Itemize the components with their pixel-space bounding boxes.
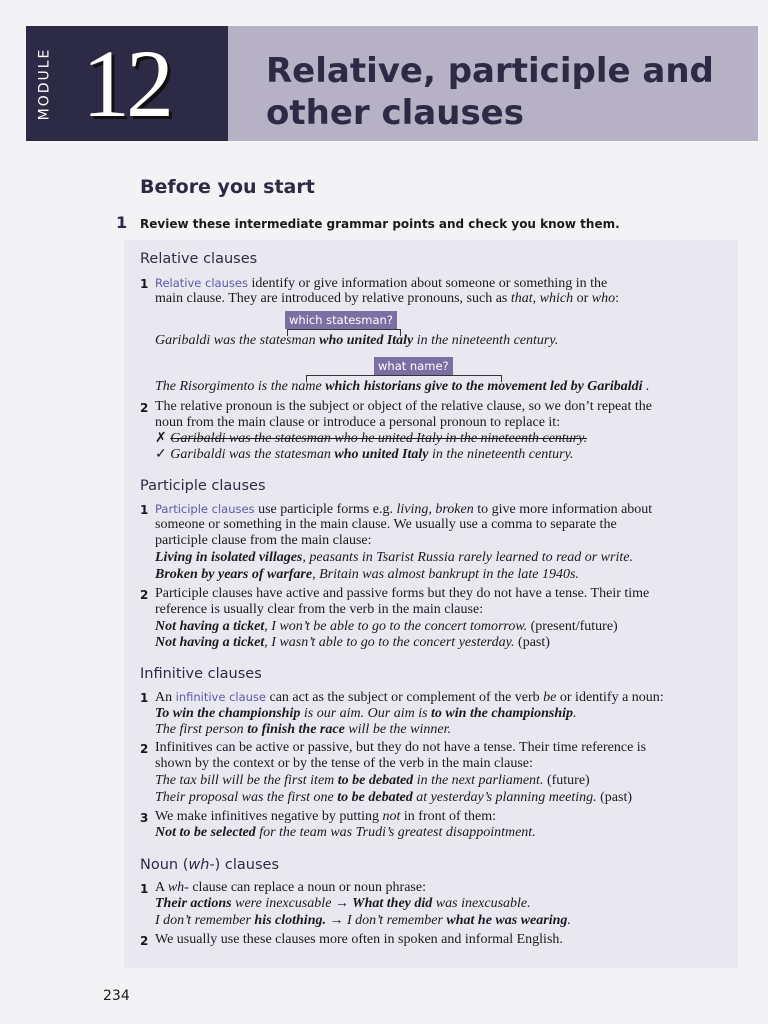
infinitive-item-2-line-1: Infinitives can be active or passive, but they do not have a tense. Their time reference is: [155, 740, 647, 755]
infinitive-example-4: Their proposal was the first one to be debated at yesterday’s planning meeting. (past): [155, 790, 633, 805]
infinitive-item-1-number: 1: [140, 691, 149, 705]
infinitive-item-2-line-2: shown by the context or by the tense of the verb in the main clause:: [155, 756, 533, 771]
noun-example-1: Their actions were inexcusable → What they did was inexcusable.: [155, 896, 531, 911]
participle-item-1-line-3: participle clause from the main clause:: [155, 533, 372, 548]
wrong-example: ✗ Garibaldi was the statesman who he united Italy in the nineteenth century.: [155, 431, 588, 446]
participle-item-2-line-2: reference is usually clear from the verb in the main clause:: [155, 602, 484, 617]
noun-item-1-number: 1: [140, 882, 149, 896]
participle-example-4: Not having a ticket, I wasn’t able to go to the concert yesterday. (past): [155, 635, 550, 650]
relative-example-1: Garibaldi was the statesman who united Italy in the nineteenth century.: [155, 333, 559, 348]
arrow-right-icon: →: [334, 896, 349, 911]
participle-item-1-line-2: someone or something in the main clause. We usually use a comma to separate the: [155, 517, 617, 532]
participle-example-3: Not having a ticket, I won’t be able to go to the concert tomorrow. (present/future): [155, 619, 618, 634]
participle-item-2-number: 2: [140, 588, 149, 602]
participle-item-1-line-1: Participle clauses use participle forms e.g. living, broken to give more information about: [155, 502, 653, 517]
noun-example-2: I don’t remember his clothing. → I don’t remember what he was wearing.: [155, 913, 571, 928]
infinitive-item-2-number: 2: [140, 742, 149, 756]
noun-clauses-heading: Noun (wh-) clauses: [140, 857, 280, 873]
relative-clauses-heading: Relative clauses: [140, 251, 258, 267]
infinitive-clauses-heading: Infinitive clauses: [140, 666, 262, 682]
participle-example-1: Living in isolated villages, peasants in Tsarist Russia rarely learned to read or write.: [155, 550, 633, 565]
participle-clauses-heading: Participle clauses: [140, 478, 266, 494]
participle-item-2-line-1: Participle clauses have active and passive forms but they do not have a tense. Their time: [155, 586, 650, 601]
module-title: Relative, participle and other clauses: [266, 51, 714, 133]
relative-item-1-line-1: Relative clauses identify or give information about someone or something in the: [155, 276, 608, 291]
noun-item-1-line-1: A wh- clause can replace a noun or noun phrase:: [155, 880, 426, 895]
participle-item-1-number: 1: [140, 503, 149, 517]
task-number: 1: [116, 213, 128, 232]
arrow-right-icon: →: [329, 913, 344, 928]
right-example: ✓ Garibaldi was the statesman who united Italy in the nineteenth century.: [155, 447, 574, 462]
module-label: MODULE: [36, 47, 52, 120]
relative-item-1-line-2: main clause. They are introduced by relative pronouns, such as that, which or who:: [155, 291, 619, 306]
what-name-tag: what name?: [374, 357, 453, 375]
infinitive-example-1: To win the championship is our aim. Our aim is to win the championship.: [155, 706, 577, 721]
task-instruction: Review these intermediate grammar points and check you know them.: [140, 217, 620, 231]
check-icon: ✓: [155, 447, 167, 462]
infinitive-example-2: The first person to finish the race will be the winner.: [155, 722, 451, 737]
cross-icon: ✗: [155, 431, 167, 446]
noun-item-2-number: 2: [140, 934, 149, 948]
infinitive-example-5: Not to be selected for the team was Trudi’s greatest disappointment.: [155, 825, 536, 840]
relative-example-2: The Risorgimento is the name which historians give to the movement led by Garibaldi .: [155, 379, 650, 394]
infinitive-item-3-line-1: We make infinitives negative by putting not in front of them:: [155, 809, 497, 824]
page-number: 234: [103, 988, 130, 1004]
infinitive-item-3-number: 3: [140, 811, 149, 825]
participle-example-2: Broken by years of warfare, Britain was almost bankrupt in the late 1940s.: [155, 567, 579, 582]
relative-item-2-number: 2: [140, 401, 149, 415]
infinitive-example-3: The tax bill will be the first item to be debated in the next parliament. (future): [155, 773, 590, 788]
relative-item-2-line-1: The relative pronoun is the subject or object of the relative clause, so we don’t repeat the: [155, 399, 652, 414]
relative-item-2-line-2: noun from the main clause or introduce a personal pronoun to replace it:: [155, 415, 561, 430]
module-number: 12: [82, 30, 170, 137]
before-you-start-heading: Before you start: [140, 176, 315, 198]
which-statesman-tag: which statesman?: [285, 311, 397, 329]
noun-item-2-line-1: We usually use these clauses more often in spoken and informal English.: [155, 932, 563, 947]
infinitive-item-1-line-1: An infinitive clause can act as the subject or complement of the verb be or identify a noun:: [155, 690, 664, 705]
relative-item-1-number: 1: [140, 277, 149, 291]
